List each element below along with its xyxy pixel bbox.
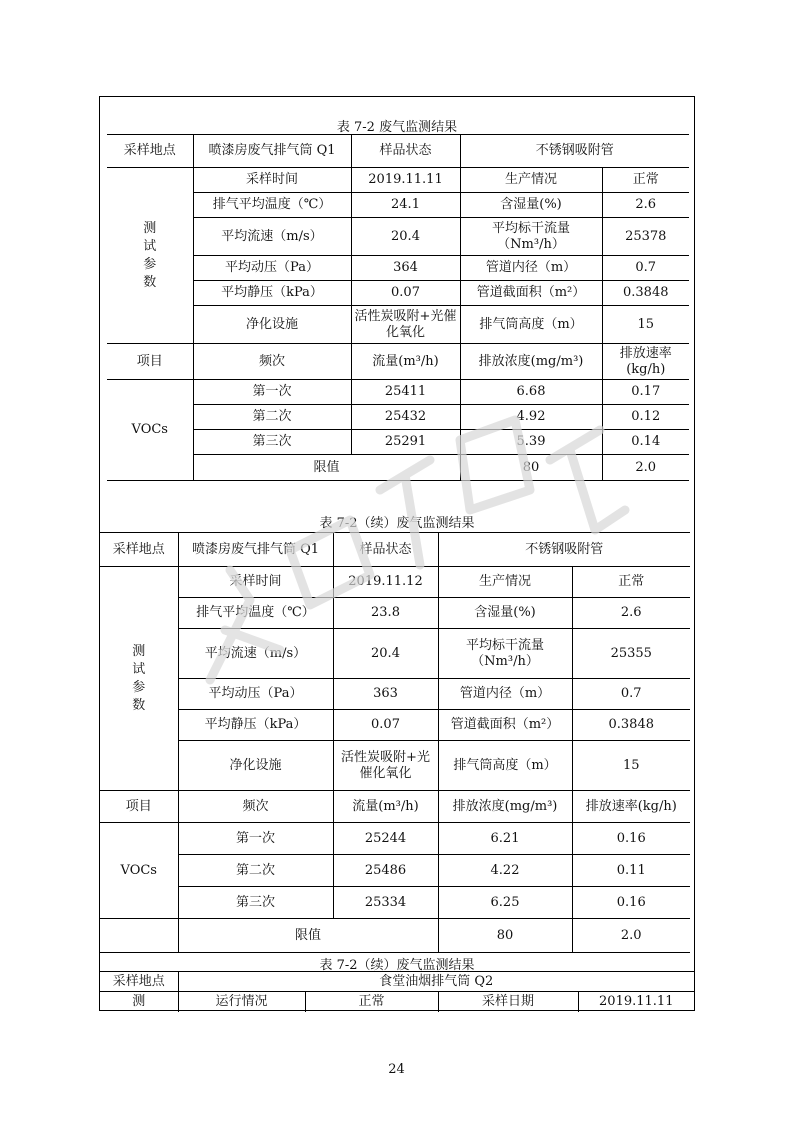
param-key: 生产情况	[460, 168, 602, 193]
param-key: 平均动压（Pa）	[193, 256, 351, 281]
rate-cell: 0.14	[602, 430, 689, 455]
state-value: 不锈钢吸附管	[438, 533, 690, 567]
param-key: 净化设施	[193, 306, 351, 344]
param-key: 平均流速（m/s）	[178, 629, 333, 679]
site-label: 采样地点	[100, 533, 178, 567]
state-value: 不锈钢吸附管	[460, 135, 689, 168]
param-value: 2019.11.12	[333, 567, 438, 598]
flow-cell: 25244	[333, 823, 438, 855]
conc-cell: 4.92	[460, 405, 602, 430]
table-row	[107, 430, 689, 455]
param-value: 0.3848	[602, 281, 689, 306]
flow-cell: 25291	[351, 430, 460, 455]
rate-cell: 0.12	[602, 405, 689, 430]
param-value: 正常	[572, 567, 690, 598]
param-value: 2019.11.11	[351, 168, 460, 193]
table-row	[107, 380, 689, 405]
site-value: 喷漆房废气排气筒 Q1	[193, 135, 351, 168]
param-value: 24.1	[351, 193, 460, 218]
page-frame	[99, 96, 695, 1011]
param-key: 管道截面积（m²）	[460, 281, 602, 306]
table2-site-row	[100, 533, 690, 567]
param-value: 正常	[305, 992, 438, 1012]
param-key: 排气筒高度（m）	[460, 306, 602, 344]
param-key: 采样时间	[178, 567, 333, 598]
table-row	[107, 306, 689, 344]
limit-conc: 80	[438, 919, 572, 953]
header-item: 项目	[107, 344, 193, 380]
table-row	[100, 992, 694, 1012]
param-key: 平均标干流量（Nm³/h）	[438, 629, 572, 679]
param-value: 0.7	[572, 679, 690, 710]
table2-header-row	[100, 791, 690, 823]
table-row	[100, 710, 690, 741]
table1-header-row	[107, 344, 689, 380]
empty-cell	[100, 919, 178, 953]
voc-label: VOCs	[107, 380, 193, 481]
conc-cell: 6.25	[438, 887, 572, 919]
table-row	[100, 679, 690, 710]
table2-caption: 表 7-2（续）废气监测结果	[319, 516, 475, 531]
test-params-label: 测 试 参 数	[100, 567, 178, 791]
freq-cell: 第三次	[193, 430, 351, 455]
param-value: 363	[333, 679, 438, 710]
param-value: 15	[602, 306, 689, 344]
table-row	[107, 281, 689, 306]
site-label: 采样地点	[107, 135, 193, 168]
rate-cell: 0.17	[602, 380, 689, 405]
param-value: 23.8	[333, 598, 438, 629]
flow-cell: 25334	[333, 887, 438, 919]
table1-caption: 表 7-2 废气监测结果	[336, 120, 458, 135]
freq-cell: 第二次	[193, 405, 351, 430]
param-key: 排气平均温度（℃）	[193, 193, 351, 218]
table-row	[100, 567, 690, 598]
table1	[107, 134, 689, 481]
freq-cell: 第三次	[178, 887, 333, 919]
param-key: 采样时间	[193, 168, 351, 193]
freq-cell: 第二次	[178, 855, 333, 887]
param-value: 正常	[602, 168, 689, 193]
param-key: 采样日期	[438, 992, 578, 1012]
param-value: 15	[572, 741, 690, 791]
table-row	[107, 218, 689, 256]
limit-label: 限值	[178, 919, 438, 953]
param-key: 管道截面积（m²）	[438, 710, 572, 741]
param-value: 25355	[572, 629, 690, 679]
voc-label: VOCs	[100, 823, 178, 919]
site-value: 食堂油烟排气筒 Q2	[178, 972, 694, 992]
state-label: 样品状态	[333, 533, 438, 567]
param-key: 平均动压（Pa）	[178, 679, 333, 710]
header-flow: 流量(m³/h)	[351, 344, 460, 380]
conc-cell: 6.68	[460, 380, 602, 405]
conc-cell: 5.39	[460, 430, 602, 455]
flow-cell: 25411	[351, 380, 460, 405]
param-key: 含湿量(%)	[460, 193, 602, 218]
page-number: 24	[388, 1062, 405, 1077]
param-value: 0.07	[333, 710, 438, 741]
param-key: 管道内径（m）	[460, 256, 602, 281]
table2-limit-row	[100, 919, 690, 953]
table-row	[107, 168, 689, 193]
limit-rate: 2.0	[602, 455, 689, 481]
header-rate: 排放速率(kg/h)	[602, 344, 689, 380]
param-key: 生产情况	[438, 567, 572, 598]
flow-cell: 25486	[333, 855, 438, 887]
header-conc: 排放浓度(mg/m³)	[438, 791, 572, 823]
param-key: 平均静压（kPa）	[178, 710, 333, 741]
param-key: 管道内径（m）	[438, 679, 572, 710]
table-row	[100, 887, 690, 919]
conc-cell: 4.22	[438, 855, 572, 887]
param-value: 20.4	[333, 629, 438, 679]
param-key: 排气筒高度（m）	[438, 741, 572, 791]
param-value: 364	[351, 256, 460, 281]
table1-limit-row	[107, 455, 689, 481]
table1-site-row	[107, 135, 689, 168]
table-row	[100, 598, 690, 629]
site-value: 喷漆房废气排气筒 Q1	[178, 533, 333, 567]
state-label: 样品状态	[351, 135, 460, 168]
table-row	[107, 193, 689, 218]
table-row	[100, 855, 690, 887]
table-row	[100, 741, 690, 791]
table3	[100, 971, 694, 1012]
table2	[100, 532, 690, 953]
param-key: 平均流速（m/s）	[193, 218, 351, 256]
rate-cell: 0.16	[572, 823, 690, 855]
param-value: 2019.11.11	[578, 992, 694, 1012]
param-key: 平均标干流量（Nm³/h）	[460, 218, 602, 256]
site-label: 采样地点	[100, 972, 178, 992]
test-label: 测	[100, 992, 178, 1012]
limit-label: 限值	[193, 455, 460, 481]
table3-caption: 表 7-2（续）废气监测结果	[319, 958, 475, 973]
rate-cell: 0.16	[572, 887, 690, 919]
param-value: 2.6	[572, 598, 690, 629]
table-row	[107, 405, 689, 430]
param-value: 活性炭吸附+光催化氧化	[351, 306, 460, 344]
param-key: 含湿量(%)	[438, 598, 572, 629]
table3-site-row	[100, 972, 694, 992]
test-params-label: 测 试 参 数	[107, 168, 193, 344]
header-item: 项目	[100, 791, 178, 823]
header-freq: 频次	[178, 791, 333, 823]
param-value: 25378	[602, 218, 689, 256]
table-row	[100, 629, 690, 679]
table-row	[100, 823, 690, 855]
param-key: 净化设施	[178, 741, 333, 791]
freq-cell: 第一次	[178, 823, 333, 855]
param-value: 2.6	[602, 193, 689, 218]
limit-rate: 2.0	[572, 919, 690, 953]
table-row	[107, 256, 689, 281]
param-value: 0.07	[351, 281, 460, 306]
rate-cell: 0.11	[572, 855, 690, 887]
param-value: 0.7	[602, 256, 689, 281]
freq-cell: 第一次	[193, 380, 351, 405]
limit-conc: 80	[460, 455, 602, 481]
param-key: 平均静压（kPa）	[193, 281, 351, 306]
param-value: 0.3848	[572, 710, 690, 741]
header-rate: 排放速率(kg/h)	[572, 791, 690, 823]
param-key: 运行情况	[178, 992, 305, 1012]
header-freq: 频次	[193, 344, 351, 380]
param-key: 排气平均温度（℃）	[178, 598, 333, 629]
header-conc: 排放浓度(mg/m³)	[460, 344, 602, 380]
header-flow: 流量(m³/h)	[333, 791, 438, 823]
param-value: 活性炭吸附+光催化氧化	[333, 741, 438, 791]
conc-cell: 6.21	[438, 823, 572, 855]
param-value: 20.4	[351, 218, 460, 256]
flow-cell: 25432	[351, 405, 460, 430]
